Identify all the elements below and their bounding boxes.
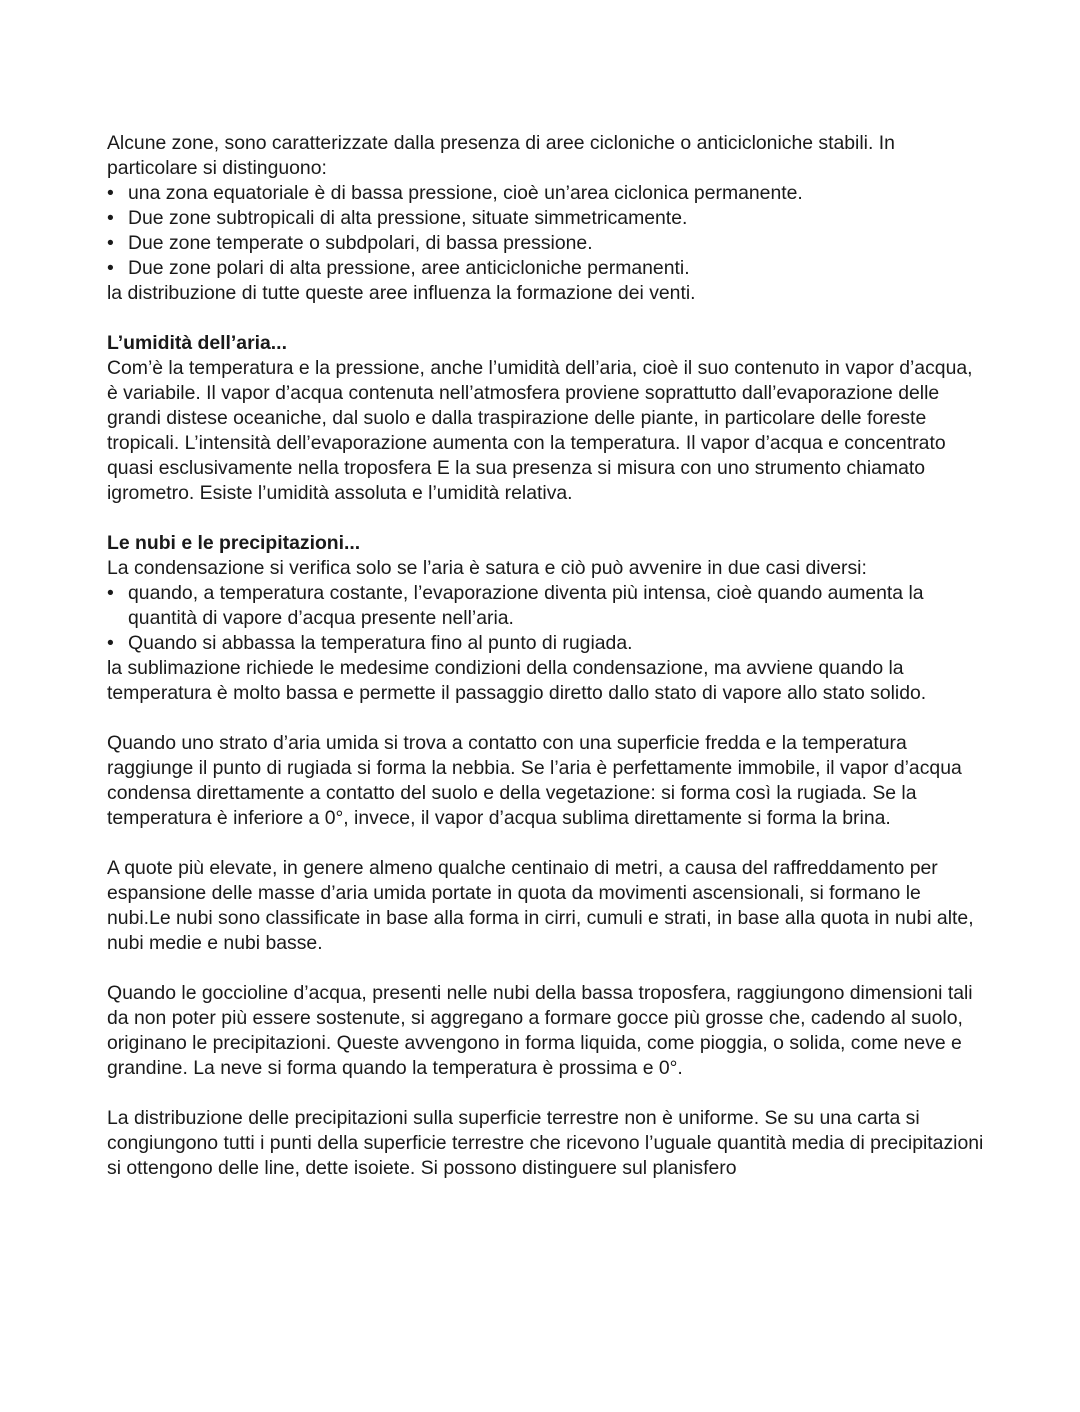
bullet-icon: • [107,257,114,279]
fog-dew-paragraph: Quando uno strato d’aria umida si trova a contatto con una superficie fredda e la temperatura raggiunge il punto di rugiada si forma la nebbia. Se l’aria è perfettamente immobile, il vapor d’acqua condensa direttamente a contatto del suolo e della vegetazione: si forma così la rugiada. Se la temperatura è inferiore a 0°, invece, il vapor d’acqua sublima direttamente si forma la brina. [107,732,962,829]
bullet-icon: • [107,232,114,254]
bullet-icon: • [107,582,114,604]
list-item: • una zona equatoriale è di bassa pressione, cioè un’area ciclonica permanente. [107,182,803,204]
bullet-icon: • [107,632,114,654]
precipitation-paragraph: Quando le goccioline d’acqua, presenti nelle nubi della bassa troposfera, raggiungono dimensioni tali da non poter più essere sostenute, si aggregano a formare gocce più grosse che, cadendo al suolo, originano le precipitazioni. Queste avvengono in forma liquida, come pioggia, o solida, come neve e grandine. La neve si forma quando la temperatura è prossima e 0°. [107,982,973,1079]
pressure-zones-intro: Alcune zone, sono caratterizzate dalla presenza di aree cicloniche o anticicloniche stabili. In particolare si distinguono: [107,132,895,179]
clouds-section [107,531,987,706]
bullet-icon: • [107,207,114,229]
humidity-heading: L’umidità dell’aria... [107,332,287,354]
list-item: • Due zone subtropicali di alta pressione, situate simmetricamente. [107,207,688,229]
sublimation-paragraph: la sublimazione richiede le medesime condizioni della condensazione, ma avviene quando la temperatura è molto bassa e permette il passaggio diretto dallo stato di vapore allo stato solido. [107,657,927,704]
bullet-icon: • [107,182,114,204]
clouds-heading: Le nubi e le precipitazioni... [107,532,361,554]
document-page [107,131,987,1181]
condensation-list [107,581,987,656]
list-item: • quando, a temperatura costante, l’evaporazione diventa più intensa, cioè quando aumenta la quantità di vapore d’acqua presente nell’aria. [107,582,924,629]
humidity-section [107,331,987,506]
list-item: • Due zone temperate o subdpolari, di bassa pressione. [107,232,593,254]
distribution-paragraph: La distribuzione delle precipitazioni sulla superficie terrestre non è uniforme. Se su una carta si congiungono tutti i punti della superficie terrestre che ricevono l’uguale quantità media di precipitazioni si ottengono delle line, dette isoiete. Si possono distinguere sul planisfero [107,1107,984,1179]
pressure-zones-section [107,131,987,306]
pressure-zones-list [107,181,987,281]
condensation-intro: La condensazione si verifica solo se l’aria è satura e ciò può avvenire in due casi diversi: [107,557,867,579]
list-item: • Due zone polari di alta pressione, aree anticicloniche permanenti. [107,257,690,279]
pressure-zones-outro: la distribuzione di tutte queste aree influenza la formazione dei venti. [107,282,696,304]
clouds-formation-paragraph: A quote più elevate, in genere almeno qualche centinaio di metri, a causa del raffreddamento per espansione delle masse d’aria umida portate in quota da movimenti ascensionali, si formano le nubi.Le nubi sono classificate in base alla forma in cirri, cumuli e strati, in base alla quota in nubi alte, nubi medie e nubi basse. [107,857,974,954]
list-item: • Quando si abbassa la temperatura fino al punto di rugiada. [107,632,633,654]
humidity-body: Com’è la temperatura e la pressione, anche l’umidità dell’aria, cioè il suo contenuto in vapor d’acqua, è variabile. Il vapor d’acqua contenuta nell’atmosfera proviene soprattutto dall’evaporazione delle grandi distese oceaniche, dal suolo e dalla traspirazione delle piante, in particolare delle foreste tropicali. L’intensità dell’evaporazione aumenta con la temperatura. Il vapor d’acqua e concentrato quasi esclusivamente nella troposfera E la sua presenza si misura con uno strumento chiamato igrometro. Esiste l’umidità assoluta e l’umidità relativa. [107,357,973,504]
